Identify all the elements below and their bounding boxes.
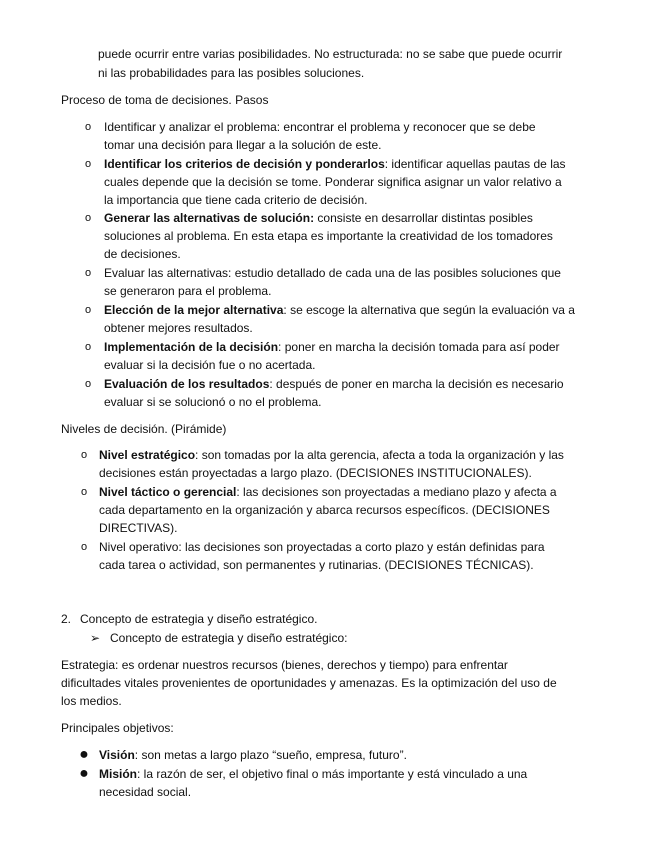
list-item: Misión: la razón de ser, el objetivo final o más importante y está vinculado a una: [99, 767, 528, 781]
circle-bullet-icon: o: [84, 158, 92, 170]
intro-line-1: puede ocurrir entre varias posibilidades. No estructurada: no se sabe que puede ocurrir: [98, 47, 563, 61]
circle-bullet-icon: o: [84, 121, 92, 133]
list-item: Generar las alternativas de solución: consiste en desarrollar distintas posibles: [104, 211, 533, 225]
list-item-continuation: decisiones están proyectadas a largo plazo. (DECISIONES INSTITUCIONALES).: [99, 466, 532, 480]
list-item-continuation: cuales depende que la decisión se tome. Ponderar significa asignar un valor relativo a: [104, 175, 562, 189]
list-item-continuation: de decisiones.: [104, 247, 181, 261]
list-item-continuation: cada tarea o actividad, son permanentes y rutinarias. (DECISIONES TÉCNICAS).: [99, 558, 534, 572]
list-item-continuation: evaluar si se solucionó o no el problema.: [104, 395, 322, 409]
list-item: Evaluación de los resultados: después de poner en marcha la decisión es necesario: [104, 377, 564, 391]
section-subitem: Concepto de estrategia y diseño estratégico:: [110, 631, 348, 645]
section-title: Concepto de estrategia y diseño estratégico.: [80, 612, 318, 626]
list-item-continuation: obtener mejores resultados.: [104, 321, 253, 335]
section-number: 2.: [61, 612, 72, 626]
circle-bullet-icon: o: [84, 212, 92, 224]
list-item-continuation: DIRECTIVAS).: [99, 521, 178, 535]
strategy-line-3: los medios.: [61, 694, 122, 708]
list-item: Nivel táctico o gerencial: las decisiones son proyectadas a mediano plazo y afecta a: [99, 485, 557, 499]
list-item: Implementación de la decisión: poner en marcha la decisión tomada para así poder: [104, 340, 560, 354]
circle-bullet-icon: o: [84, 267, 92, 279]
circle-bullet-icon: o: [84, 378, 92, 390]
list-item: Visión: son metas a largo plazo “sueño, empresa, futuro”.: [99, 748, 407, 762]
circle-bullet-icon: o: [80, 541, 88, 553]
circle-bullet-icon: o: [80, 486, 88, 498]
list-item: Identificar los criterios de decisión y ponderarlos: identificar aquellas pautas de las: [104, 157, 566, 171]
list-item-continuation: la importancia que tiene cada criterio de decisión.: [104, 193, 368, 207]
list-item-continuation: se generaron para el problema.: [104, 284, 272, 298]
strategy-line-2: dificultades vitales provenientes de oportunidades y amenazas. Es la optimización del uso de: [61, 676, 557, 690]
objectives-heading: Principales objetivos:: [61, 721, 174, 735]
process-heading: Proceso de toma de decisiones. Pasos: [61, 93, 269, 107]
list-item-continuation: necesidad social.: [99, 785, 192, 799]
list-item-continuation: tomar una decisión para llegar a la solución de este.: [104, 138, 382, 152]
levels-heading: Niveles de decisión. (Pirámide): [61, 422, 227, 436]
strategy-line-1: Estrategia: es ordenar nuestros recursos (bienes, derechos y tiempo) para enfrentar: [61, 658, 508, 672]
list-item: Identificar y analizar el problema: encontrar el problema y reconocer que se debe: [104, 120, 536, 134]
arrow-bullet-icon: ➢: [89, 631, 101, 645]
list-item-continuation: evaluar si la decisión fue o no acertada.: [104, 358, 316, 372]
intro-line-2: ni las probabilidades para las posibles soluciones.: [98, 66, 365, 80]
list-item: Evaluar las alternativas: estudio detallado de cada una de las posibles soluciones que: [104, 266, 561, 280]
circle-bullet-icon: o: [80, 449, 88, 461]
dot-bullet-icon: ●: [79, 746, 89, 763]
circle-bullet-icon: o: [84, 341, 92, 353]
list-item-continuation: cada departamento en la organización y abarca recursos específicos. (DECISIONES: [99, 503, 550, 517]
dot-bullet-icon: ●: [79, 765, 89, 782]
list-item: Nivel operativo: las decisiones son proyectadas a corto plazo y están definidas para: [99, 540, 545, 554]
list-item: Nivel estratégico: son tomadas por la alta gerencia, afecta a toda la organización y las: [99, 448, 564, 462]
list-item: Elección de la mejor alternativa: se escoge la alternativa que según la evaluación va a: [104, 303, 575, 317]
circle-bullet-icon: o: [84, 304, 92, 316]
list-item-continuation: soluciones al problema. En esta etapa es importante la creatividad de los tomadores: [104, 229, 553, 243]
